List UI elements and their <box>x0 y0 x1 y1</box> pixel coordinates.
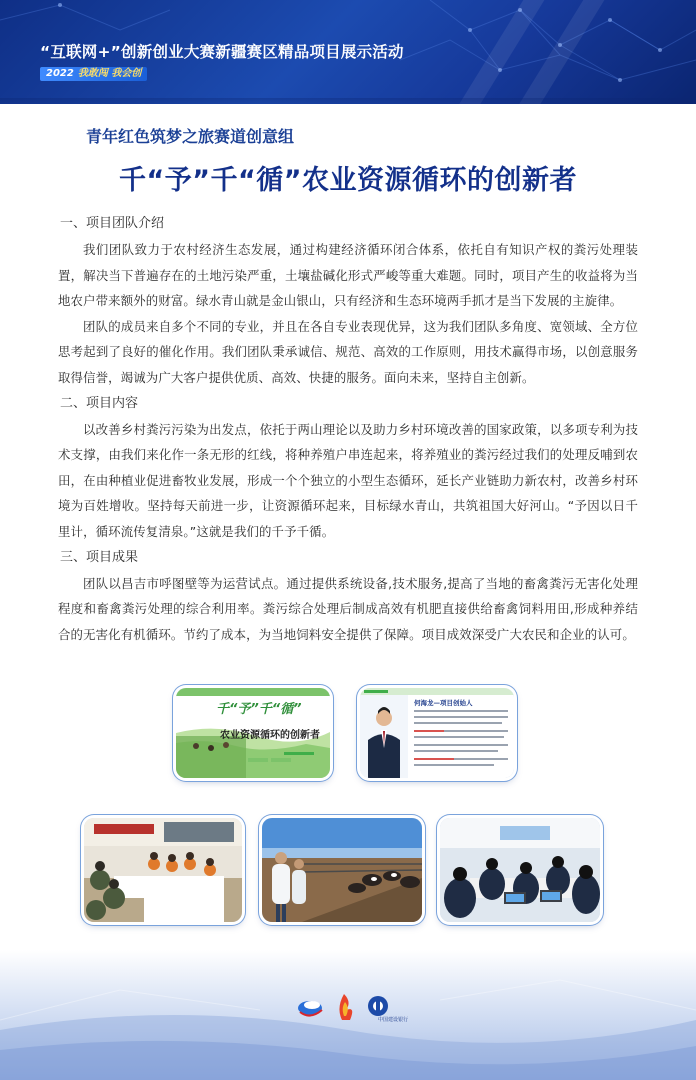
body-paragraph: 团队的成员来自多个不同的专业，并且在各自专业表现优异，这为我们团队多角度、宽领域、全方位思考起到了良好的催化作用。我们团队秉承诚信、规范、高效的工作原则，用技术赢得市场，以创意服务取得信誉，竭诚为广大客户提供优质、高效、快捷的服务。面向未来，坚持自主创新。 <box>58 318 638 385</box>
body-paragraph: 以改善乡村粪污污染为出发点，依托于两山理论以及助力乡村环境改善的国家政策，以多项专利为技术支撑，由我们来化作一条无形的红线，将种养殖户串连起来，将养殖业的粪污经过我们的处理反哺到农田，在由种植业促进畜牧业发展，形成一个个独立的小型生态循环，延长产业链助力新农村，改善乡村环境为百姓增收。坚持每天前进一步，让资源循环起来，目标绿水青山，共筑祖国大好河山。“予因以日千里计，循环流传复清泉。”这就是我们的千予千循。 <box>58 421 638 539</box>
poster-title-line2: 农业资源循环的创新者 <box>220 730 320 741</box>
event-slogan-badge <box>40 67 147 81</box>
project-poster-photo <box>176 688 330 778</box>
classroom-meeting-photo <box>84 818 242 922</box>
classroom-graphic <box>84 818 242 922</box>
body-paragraph: 团队以昌吉市呼图壁等为运营试点。通过提供系统设备,技术服务,提高了当地的畜禽粪污无害化处理程度和畜禽粪污处理的综合利用率。粪污综合处理后制成高效有机肥直接供给畜禽饲料用田,形成种养结合的无害化有机循环。节约了成本，为当地饲料安全提供了保障。项目成效深受广大农民和企业的认可。 <box>58 575 638 642</box>
body-paragraph: 我们团队致力于农村经济生态发展，通过构建经济循环闭合体系，依托自有知识产权的粪污处理装置，解决当下普遍存在的土地污染严重，土壤盐碱化形式严峻等重大难题。同时，项目产生的收益将为当地农户带来额外的财富。绿水青山就是金山银山，只有经济和生态环境两手抓才是当下发展的主旋律。 <box>58 242 638 309</box>
students-graphic <box>440 818 600 922</box>
founder-slide-title: 何海龙—项目创始人 <box>414 699 473 707</box>
torch-logo-icon <box>339 994 352 1020</box>
event-year: 2022 <box>46 68 74 79</box>
header-banner <box>0 0 696 104</box>
event-title: “互联网+”创新创业大赛新疆赛区精品项目展示活动 <box>40 43 404 61</box>
project-title: 千“予”千“循”农业资源循环的创新者 <box>119 165 577 196</box>
students-laptops-photo <box>440 818 600 922</box>
section-heading: 三、项目成果 <box>60 549 139 565</box>
section-heading: 二、项目内容 <box>60 395 139 411</box>
ccb-logo-caption: 中国建设银行 <box>378 1017 409 1023</box>
cattle-farm-graphic <box>262 818 422 922</box>
event-slogan: 我敢闯 我会创 <box>77 68 142 79</box>
founder-slide-photo <box>360 688 514 778</box>
article-body <box>58 211 638 647</box>
event-logo-icon <box>298 1001 322 1016</box>
header-shade <box>0 98 696 104</box>
cattle-farm-photo <box>262 818 422 922</box>
track-subtitle: 青年红色筑梦之旅赛道创意组 <box>86 127 295 146</box>
poster-title-line1: 千“予”千“循” <box>216 702 302 717</box>
ccb-logo-icon <box>368 996 388 1016</box>
section-heading: 一、项目团队介绍 <box>60 216 165 231</box>
